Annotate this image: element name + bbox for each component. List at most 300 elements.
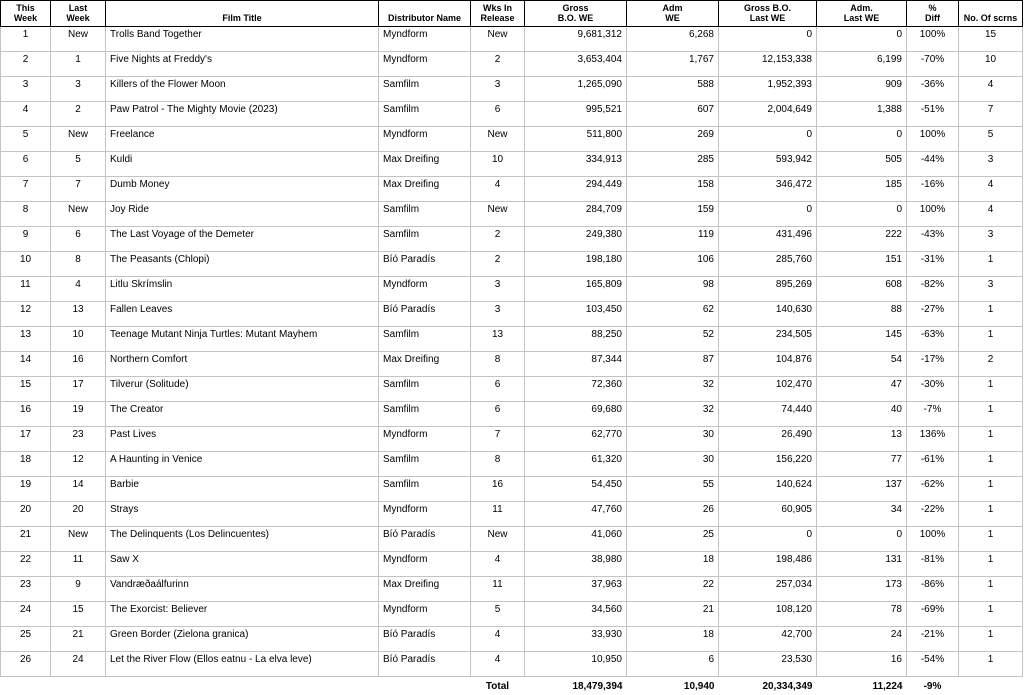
table-cell-gross_bo_we: 9,681,312 xyxy=(525,27,627,52)
table-cell-adm_last_we: 24 xyxy=(817,627,907,652)
table-cell-gross_bo_last_we: 593,942 xyxy=(719,152,817,177)
table-cell-this_week: 26 xyxy=(1,652,51,677)
table-cell-pct_diff: -51% xyxy=(907,102,959,127)
table-row xyxy=(1,102,1023,127)
table-cell-wks_in_release: 4 xyxy=(471,652,525,677)
table-cell-film_title: Freelance xyxy=(106,127,379,152)
total-label: Total xyxy=(471,677,525,695)
table-cell-no_of_scrns: 1 xyxy=(959,502,1023,527)
table-cell-gross_bo_last_we: 895,269 xyxy=(719,277,817,302)
table-cell-gross_bo_we: 47,760 xyxy=(525,502,627,527)
table-cell-adm_we: 30 xyxy=(627,427,719,452)
table-cell-adm_last_we: 6,199 xyxy=(817,52,907,77)
table-cell-last_week: 5 xyxy=(51,152,106,177)
table-cell-distributor_name: Samfilm xyxy=(379,402,471,427)
table-cell-distributor_name: Bíó Paradís xyxy=(379,527,471,552)
table-row xyxy=(1,202,1023,227)
table-cell-gross_bo_last_we: 346,472 xyxy=(719,177,817,202)
table-cell-wks_in_release: 8 xyxy=(471,352,525,377)
table-cell-gross_bo_last_we: 0 xyxy=(719,527,817,552)
table-cell-gross_bo_last_we: 23,530 xyxy=(719,652,817,677)
table-cell-film_title: Joy Ride xyxy=(106,202,379,227)
table-cell-pct_diff: 100% xyxy=(907,527,959,552)
table-cell-no_of_scrns: 1 xyxy=(959,252,1023,277)
table-cell-gross_bo_we: 334,913 xyxy=(525,152,627,177)
column-header-last_week: Last Week xyxy=(51,1,106,27)
table-cell-gross_bo_last_we: 156,220 xyxy=(719,452,817,477)
table-cell-film_title: Let the River Flow (Ellos eatnu - La elva leve) xyxy=(106,652,379,677)
table-cell-pct_diff: -70% xyxy=(907,52,959,77)
table-cell-adm_last_we: 47 xyxy=(817,377,907,402)
table-cell-wks_in_release: 3 xyxy=(471,77,525,102)
table-cell-adm_we: 32 xyxy=(627,402,719,427)
table-cell-distributor_name: Bíó Paradís xyxy=(379,302,471,327)
table-cell-adm_we: 18 xyxy=(627,552,719,577)
table-cell-this_week: 24 xyxy=(1,602,51,627)
table-cell-adm_last_we: 78 xyxy=(817,602,907,627)
table-cell-adm_we: 87 xyxy=(627,352,719,377)
table-cell-gross_bo_we: 88,250 xyxy=(525,327,627,352)
table-cell-wks_in_release: New xyxy=(471,27,525,52)
table-cell-wks_in_release: 3 xyxy=(471,277,525,302)
table-cell-gross_bo_last_we: 140,630 xyxy=(719,302,817,327)
table-cell-film_title: The Peasants (Chlopi) xyxy=(106,252,379,277)
table-cell-pct_diff: -61% xyxy=(907,452,959,477)
total-cell-no_of_scrns xyxy=(959,677,1023,695)
table-cell-adm_we: 285 xyxy=(627,152,719,177)
table-cell-gross_bo_last_we: 198,486 xyxy=(719,552,817,577)
table-cell-no_of_scrns: 1 xyxy=(959,577,1023,602)
column-header-no_of_scrns: No. Of scrns xyxy=(959,1,1023,27)
table-cell-wks_in_release: 10 xyxy=(471,152,525,177)
table-cell-no_of_scrns: 3 xyxy=(959,277,1023,302)
table-row xyxy=(1,252,1023,277)
table-cell-adm_last_we: 151 xyxy=(817,252,907,277)
table-cell-film_title: Dumb Money xyxy=(106,177,379,202)
table-cell-this_week: 10 xyxy=(1,252,51,277)
table-cell-last_week: 9 xyxy=(51,577,106,602)
table-row xyxy=(1,452,1023,477)
table-cell-adm_we: 1,767 xyxy=(627,52,719,77)
table-cell-adm_we: 588 xyxy=(627,77,719,102)
table-row xyxy=(1,627,1023,652)
table-cell-this_week: 7 xyxy=(1,177,51,202)
table-cell-adm_last_we: 16 xyxy=(817,652,907,677)
table-cell-adm_we: 98 xyxy=(627,277,719,302)
table-cell-this_week: 17 xyxy=(1,427,51,452)
column-header-adm_we: Adm WE xyxy=(627,1,719,27)
table-row xyxy=(1,52,1023,77)
table-cell-wks_in_release: 4 xyxy=(471,627,525,652)
table-cell-gross_bo_we: 995,521 xyxy=(525,102,627,127)
table-row xyxy=(1,27,1023,52)
table-cell-adm_we: 22 xyxy=(627,577,719,602)
table-cell-gross_bo_we: 61,320 xyxy=(525,452,627,477)
table-cell-film_title: Barbie xyxy=(106,477,379,502)
table-cell-adm_we: 55 xyxy=(627,477,719,502)
table-cell-no_of_scrns: 1 xyxy=(959,527,1023,552)
table-cell-pct_diff: -63% xyxy=(907,327,959,352)
table-cell-gross_bo_we: 1,265,090 xyxy=(525,77,627,102)
table-cell-adm_last_we: 88 xyxy=(817,302,907,327)
table-cell-no_of_scrns: 7 xyxy=(959,102,1023,127)
table-cell-gross_bo_last_we: 104,876 xyxy=(719,352,817,377)
table-cell-gross_bo_we: 294,449 xyxy=(525,177,627,202)
table-cell-last_week: 14 xyxy=(51,477,106,502)
table-cell-this_week: 14 xyxy=(1,352,51,377)
table-cell-film_title: The Creator xyxy=(106,402,379,427)
table-cell-gross_bo_last_we: 140,624 xyxy=(719,477,817,502)
table-cell-no_of_scrns: 1 xyxy=(959,627,1023,652)
table-cell-no_of_scrns: 1 xyxy=(959,402,1023,427)
table-cell-adm_last_we: 222 xyxy=(817,227,907,252)
table-row xyxy=(1,502,1023,527)
table-cell-no_of_scrns: 1 xyxy=(959,302,1023,327)
table-row xyxy=(1,577,1023,602)
table-row xyxy=(1,652,1023,677)
table-cell-wks_in_release: 4 xyxy=(471,177,525,202)
table-cell-adm_we: 607 xyxy=(627,102,719,127)
table-cell-pct_diff: -21% xyxy=(907,627,959,652)
table-cell-wks_in_release: New xyxy=(471,127,525,152)
table-cell-last_week: 19 xyxy=(51,402,106,427)
table-cell-no_of_scrns: 1 xyxy=(959,602,1023,627)
table-cell-last_week: New xyxy=(51,202,106,227)
table-cell-last_week: 12 xyxy=(51,452,106,477)
table-cell-no_of_scrns: 1 xyxy=(959,452,1023,477)
table-cell-pct_diff: -16% xyxy=(907,177,959,202)
table-cell-adm_we: 26 xyxy=(627,502,719,527)
table-cell-adm_last_we: 34 xyxy=(817,502,907,527)
table-row xyxy=(1,327,1023,352)
total-cell-pct_diff: -9% xyxy=(907,677,959,695)
table-cell-gross_bo_last_we: 0 xyxy=(719,127,817,152)
table-cell-wks_in_release: 13 xyxy=(471,327,525,352)
table-cell-last_week: New xyxy=(51,127,106,152)
table-cell-adm_last_we: 0 xyxy=(817,202,907,227)
table-cell-film_title: The Last Voyage of the Demeter xyxy=(106,227,379,252)
table-cell-this_week: 20 xyxy=(1,502,51,527)
table-cell-film_title: A Haunting in Venice xyxy=(106,452,379,477)
table-cell-adm_last_we: 608 xyxy=(817,277,907,302)
table-cell-gross_bo_we: 3,653,404 xyxy=(525,52,627,77)
table-cell-no_of_scrns: 1 xyxy=(959,427,1023,452)
table-cell-this_week: 25 xyxy=(1,627,51,652)
table-cell-last_week: 20 xyxy=(51,502,106,527)
table-cell-wks_in_release: New xyxy=(471,527,525,552)
table-cell-adm_we: 25 xyxy=(627,527,719,552)
table-cell-wks_in_release: 6 xyxy=(471,402,525,427)
table-row xyxy=(1,602,1023,627)
table-row xyxy=(1,527,1023,552)
table-cell-pct_diff: -86% xyxy=(907,577,959,602)
table-cell-no_of_scrns: 1 xyxy=(959,477,1023,502)
table-cell-distributor_name: Samfilm xyxy=(379,77,471,102)
table-row xyxy=(1,377,1023,402)
table-cell-adm_last_we: 0 xyxy=(817,127,907,152)
table-cell-gross_bo_last_we: 234,505 xyxy=(719,327,817,352)
table-cell-film_title: Saw X xyxy=(106,552,379,577)
table-cell-gross_bo_we: 284,709 xyxy=(525,202,627,227)
column-header-gross_bo_we: Gross B.O. WE xyxy=(525,1,627,27)
table-cell-film_title: Past Lives xyxy=(106,427,379,452)
table-cell-this_week: 4 xyxy=(1,102,51,127)
table-cell-gross_bo_last_we: 2,004,649 xyxy=(719,102,817,127)
table-cell-adm_we: 21 xyxy=(627,602,719,627)
table-cell-this_week: 8 xyxy=(1,202,51,227)
table-cell-pct_diff: -54% xyxy=(907,652,959,677)
table-cell-distributor_name: Samfilm xyxy=(379,327,471,352)
table-cell-film_title: Northern Comfort xyxy=(106,352,379,377)
table-cell-wks_in_release: 7 xyxy=(471,427,525,452)
total-cell-this_week xyxy=(1,677,51,695)
table-cell-pct_diff: -81% xyxy=(907,552,959,577)
table-cell-gross_bo_last_we: 0 xyxy=(719,202,817,227)
table-cell-gross_bo_we: 34,560 xyxy=(525,602,627,627)
table-row xyxy=(1,127,1023,152)
table-cell-adm_we: 62 xyxy=(627,302,719,327)
table-cell-pct_diff: 100% xyxy=(907,202,959,227)
total-cell-adm_last_we: 11,224 xyxy=(817,677,907,695)
table-cell-last_week: 15 xyxy=(51,602,106,627)
table-cell-adm_last_we: 131 xyxy=(817,552,907,577)
table-cell-pct_diff: -30% xyxy=(907,377,959,402)
table-cell-distributor_name: Samfilm xyxy=(379,477,471,502)
table-cell-pct_diff: -62% xyxy=(907,477,959,502)
table-cell-pct_diff: -7% xyxy=(907,402,959,427)
table-cell-no_of_scrns: 3 xyxy=(959,152,1023,177)
table-cell-pct_diff: -31% xyxy=(907,252,959,277)
column-header-this_week: This Week xyxy=(1,1,51,27)
table-cell-gross_bo_we: 54,450 xyxy=(525,477,627,502)
table-cell-this_week: 22 xyxy=(1,552,51,577)
table-cell-last_week: 6 xyxy=(51,227,106,252)
table-row xyxy=(1,402,1023,427)
table-cell-gross_bo_we: 69,680 xyxy=(525,402,627,427)
table-cell-film_title: Teenage Mutant Ninja Turtles: Mutant Mayhem xyxy=(106,327,379,352)
table-cell-distributor_name: Samfilm xyxy=(379,227,471,252)
table-cell-adm_last_we: 77 xyxy=(817,452,907,477)
table-cell-adm_we: 269 xyxy=(627,127,719,152)
table-cell-film_title: The Delinquents (Los Delincuentes) xyxy=(106,527,379,552)
table-cell-distributor_name: Bíó Paradís xyxy=(379,652,471,677)
table-cell-film_title: Trolls Band Together xyxy=(106,27,379,52)
table-cell-distributor_name: Max Dreifing xyxy=(379,577,471,602)
column-header-wks_in_release: Wks In Release xyxy=(471,1,525,27)
table-cell-distributor_name: Myndform xyxy=(379,52,471,77)
table-cell-gross_bo_we: 38,980 xyxy=(525,552,627,577)
table-row xyxy=(1,552,1023,577)
table-cell-adm_last_we: 0 xyxy=(817,27,907,52)
table-cell-pct_diff: -36% xyxy=(907,77,959,102)
table-cell-distributor_name: Samfilm xyxy=(379,102,471,127)
column-header-distributor_name: Distributor Name xyxy=(379,1,471,27)
table-cell-this_week: 1 xyxy=(1,27,51,52)
table-cell-gross_bo_last_we: 1,952,393 xyxy=(719,77,817,102)
table-cell-pct_diff: -82% xyxy=(907,277,959,302)
table-row xyxy=(1,77,1023,102)
table-cell-pct_diff: -27% xyxy=(907,302,959,327)
table-cell-wks_in_release: 5 xyxy=(471,602,525,627)
table-cell-adm_we: 6,268 xyxy=(627,27,719,52)
table-cell-wks_in_release: 2 xyxy=(471,227,525,252)
total-cell-film_title xyxy=(106,677,379,695)
table-cell-wks_in_release: 6 xyxy=(471,377,525,402)
table-cell-gross_bo_last_we: 285,760 xyxy=(719,252,817,277)
table-cell-adm_last_we: 909 xyxy=(817,77,907,102)
table-row xyxy=(1,227,1023,252)
table-cell-distributor_name: Bíó Paradís xyxy=(379,252,471,277)
table-cell-last_week: 16 xyxy=(51,352,106,377)
table-cell-wks_in_release: 2 xyxy=(471,252,525,277)
table-cell-gross_bo_last_we: 60,905 xyxy=(719,502,817,527)
table-cell-wks_in_release: 16 xyxy=(471,477,525,502)
table-cell-last_week: 7 xyxy=(51,177,106,202)
table-cell-no_of_scrns: 1 xyxy=(959,652,1023,677)
table-cell-gross_bo_last_we: 26,490 xyxy=(719,427,817,452)
table-cell-distributor_name: Max Dreifing xyxy=(379,177,471,202)
table-cell-this_week: 3 xyxy=(1,77,51,102)
table-cell-adm_we: 119 xyxy=(627,227,719,252)
table-cell-last_week: 17 xyxy=(51,377,106,402)
table-cell-adm_last_we: 173 xyxy=(817,577,907,602)
table-cell-gross_bo_we: 72,360 xyxy=(525,377,627,402)
table-cell-distributor_name: Bíó Paradís xyxy=(379,627,471,652)
table-cell-pct_diff: -17% xyxy=(907,352,959,377)
table-cell-adm_last_we: 1,388 xyxy=(817,102,907,127)
table-cell-no_of_scrns: 1 xyxy=(959,552,1023,577)
table-cell-adm_we: 158 xyxy=(627,177,719,202)
table-cell-this_week: 12 xyxy=(1,302,51,327)
table-cell-pct_diff: -43% xyxy=(907,227,959,252)
table-cell-this_week: 23 xyxy=(1,577,51,602)
table-cell-adm_last_we: 0 xyxy=(817,527,907,552)
table-cell-gross_bo_we: 62,770 xyxy=(525,427,627,452)
table-cell-adm_we: 32 xyxy=(627,377,719,402)
table-cell-wks_in_release: 11 xyxy=(471,502,525,527)
table-cell-distributor_name: Max Dreifing xyxy=(379,152,471,177)
total-cell-distributor_name xyxy=(379,677,471,695)
table-cell-distributor_name: Myndform xyxy=(379,277,471,302)
table-cell-gross_bo_we: 41,060 xyxy=(525,527,627,552)
table-cell-this_week: 15 xyxy=(1,377,51,402)
table-cell-gross_bo_we: 249,380 xyxy=(525,227,627,252)
table-cell-pct_diff: -44% xyxy=(907,152,959,177)
column-header-pct_diff: % Diff xyxy=(907,1,959,27)
table-cell-no_of_scrns: 4 xyxy=(959,202,1023,227)
table-cell-this_week: 2 xyxy=(1,52,51,77)
table-cell-gross_bo_last_we: 102,470 xyxy=(719,377,817,402)
table-cell-no_of_scrns: 10 xyxy=(959,52,1023,77)
table-cell-film_title: Kuldi xyxy=(106,152,379,177)
table-cell-last_week: 10 xyxy=(51,327,106,352)
table-cell-no_of_scrns: 5 xyxy=(959,127,1023,152)
table-cell-distributor_name: Myndform xyxy=(379,552,471,577)
table-cell-no_of_scrns: 1 xyxy=(959,327,1023,352)
total-row xyxy=(1,677,1023,695)
table-row xyxy=(1,352,1023,377)
table-cell-gross_bo_last_we: 12,153,338 xyxy=(719,52,817,77)
table-cell-last_week: 23 xyxy=(51,427,106,452)
table-cell-last_week: 8 xyxy=(51,252,106,277)
table-cell-no_of_scrns: 3 xyxy=(959,227,1023,252)
table-cell-last_week: 1 xyxy=(51,52,106,77)
table-cell-distributor_name: Max Dreifing xyxy=(379,352,471,377)
table-row xyxy=(1,277,1023,302)
table-cell-pct_diff: 100% xyxy=(907,27,959,52)
table-cell-last_week: 21 xyxy=(51,627,106,652)
table-cell-last_week: 13 xyxy=(51,302,106,327)
table-cell-wks_in_release: 4 xyxy=(471,552,525,577)
table-cell-adm_we: 18 xyxy=(627,627,719,652)
table-cell-no_of_scrns: 2 xyxy=(959,352,1023,377)
table-row xyxy=(1,152,1023,177)
total-cell-last_week xyxy=(51,677,106,695)
table-cell-gross_bo_last_we: 257,034 xyxy=(719,577,817,602)
table-cell-gross_bo_we: 37,963 xyxy=(525,577,627,602)
table-cell-last_week: 4 xyxy=(51,277,106,302)
table-cell-distributor_name: Samfilm xyxy=(379,377,471,402)
table-cell-wks_in_release: 2 xyxy=(471,52,525,77)
table-cell-gross_bo_last_we: 108,120 xyxy=(719,602,817,627)
table-cell-film_title: Vandræðaálfurinn xyxy=(106,577,379,602)
table-cell-film_title: Paw Patrol - The Mighty Movie (2023) xyxy=(106,102,379,127)
table-cell-distributor_name: Samfilm xyxy=(379,452,471,477)
table-cell-this_week: 18 xyxy=(1,452,51,477)
table-cell-this_week: 13 xyxy=(1,327,51,352)
table-row xyxy=(1,177,1023,202)
table-cell-film_title: Killers of the Flower Moon xyxy=(106,77,379,102)
table-cell-adm_last_we: 137 xyxy=(817,477,907,502)
table-cell-gross_bo_we: 87,344 xyxy=(525,352,627,377)
table-cell-this_week: 9 xyxy=(1,227,51,252)
table-cell-gross_bo_we: 165,809 xyxy=(525,277,627,302)
table-cell-last_week: New xyxy=(51,27,106,52)
table-cell-distributor_name: Myndform xyxy=(379,27,471,52)
table-row xyxy=(1,477,1023,502)
table-cell-this_week: 6 xyxy=(1,152,51,177)
table-cell-gross_bo_last_we: 431,496 xyxy=(719,227,817,252)
table-cell-gross_bo_we: 33,930 xyxy=(525,627,627,652)
table-cell-adm_last_we: 185 xyxy=(817,177,907,202)
table-cell-last_week: 11 xyxy=(51,552,106,577)
table-cell-pct_diff: 100% xyxy=(907,127,959,152)
table-cell-gross_bo_last_we: 0 xyxy=(719,27,817,52)
table-body xyxy=(1,27,1023,677)
table-cell-last_week: 24 xyxy=(51,652,106,677)
table-cell-wks_in_release: 11 xyxy=(471,577,525,602)
table-cell-gross_bo_we: 198,180 xyxy=(525,252,627,277)
table-cell-pct_diff: -69% xyxy=(907,602,959,627)
table-cell-gross_bo_last_we: 74,440 xyxy=(719,402,817,427)
table-cell-no_of_scrns: 15 xyxy=(959,27,1023,52)
table-cell-distributor_name: Samfilm xyxy=(379,202,471,227)
table-cell-adm_we: 30 xyxy=(627,452,719,477)
table-cell-wks_in_release: 3 xyxy=(471,302,525,327)
total-cell-adm_we: 10,940 xyxy=(627,677,719,695)
table-cell-adm_we: 52 xyxy=(627,327,719,352)
table-cell-film_title: Five Nights at Freddy's xyxy=(106,52,379,77)
table-cell-pct_diff: -22% xyxy=(907,502,959,527)
table-cell-film_title: Fallen Leaves xyxy=(106,302,379,327)
table-cell-adm_we: 106 xyxy=(627,252,719,277)
table-cell-distributor_name: Myndform xyxy=(379,502,471,527)
table-cell-pct_diff: 136% xyxy=(907,427,959,452)
table-cell-last_week: 2 xyxy=(51,102,106,127)
table-row xyxy=(1,427,1023,452)
table-cell-adm_we: 159 xyxy=(627,202,719,227)
table-cell-this_week: 19 xyxy=(1,477,51,502)
